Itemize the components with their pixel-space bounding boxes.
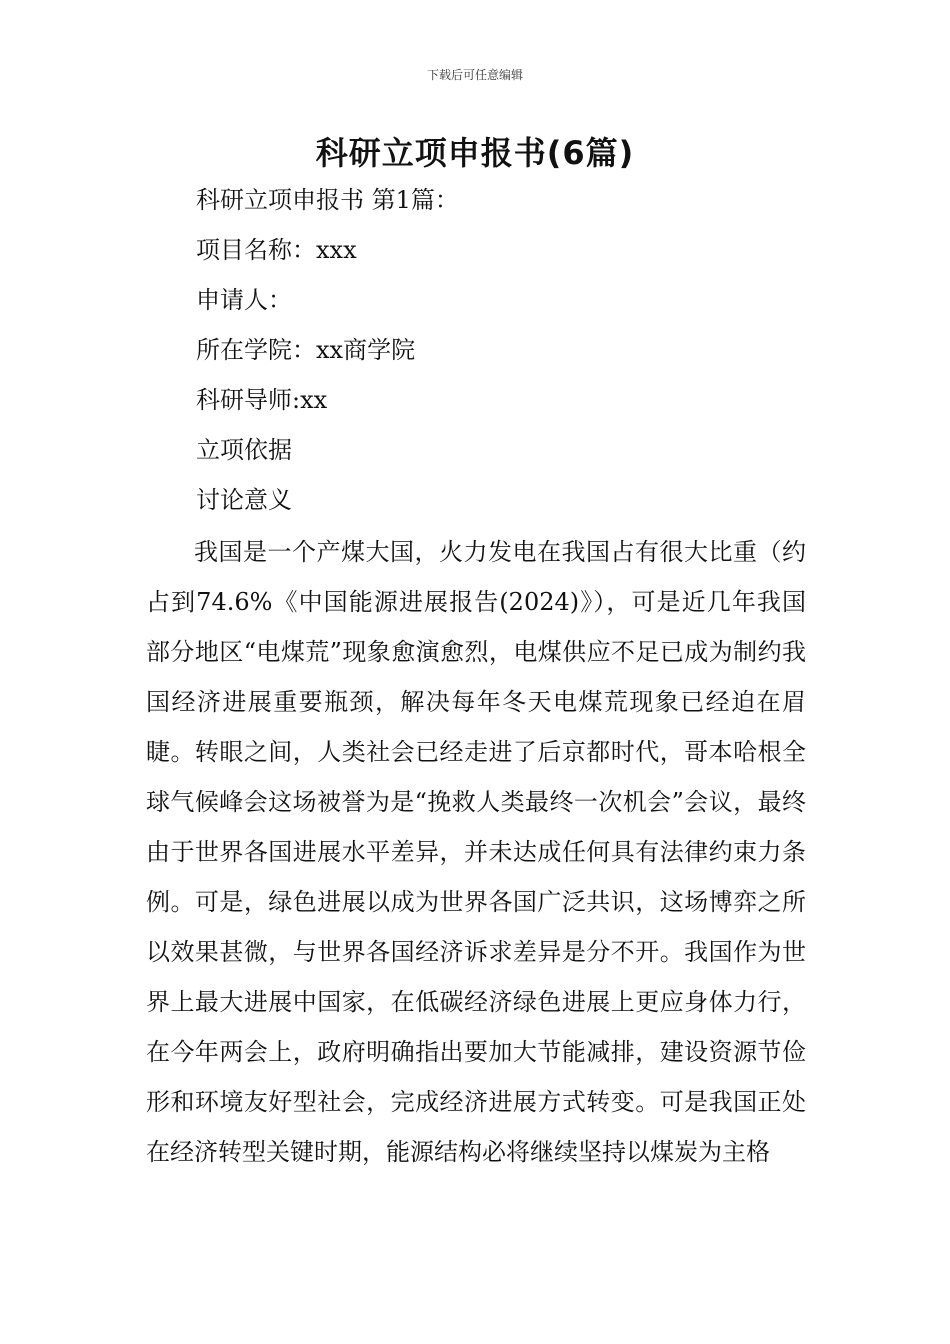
section-heading: 科研立项申报书 第1篇：	[196, 186, 459, 214]
significance-heading: 讨论意义	[196, 486, 292, 514]
advisor-field: 科研导师:xx	[196, 386, 328, 414]
field-list	[196, 178, 816, 528]
project-name-field: 项目名称：xxx	[196, 236, 357, 264]
header-note: 下载后可任意编辑	[426, 68, 523, 82]
applicant-field: 申请人：	[196, 286, 292, 314]
body-paragraph: 我国是一个产煤大国，火力发电在我国占有很大比重（约占到74.6%《中国能源进展报告(2024)》），可是近几年我国部分地区“电煤荒”现象愈演愈烈，电煤供应不足已成为制约我国经济进展重要瓶颈，解决每年冬天电煤荒现象已经迫在眉睫。转眼之间，人类社会已经走进了后京都时代，哥本哈根全球气候峰会这场被誉为是“挽救人类最终一次机会”会议，最终由于世界各国进展水平差异，并未达成任何具有法律约束力条例。可是，绿色进展以成为世界各国广泛共识，这场博弈之所以效果甚微，与世界各国经济诉求差异是分不开。我国作为世界上最大进展中国家，在低碳经济绿色进展上更应身体力行，在今年两会上，政府明确指出要加大节能减排，建设资源节俭形和环境友好型社会，完成经济进展方式转变。可是我国正处在经济转型关键时期，能源结构必将继续坚持以煤炭为主格	[146, 538, 806, 1166]
basis-heading: 立项依据	[196, 436, 292, 464]
college-field: 所在学院：xx商学院	[196, 336, 416, 364]
document-title: 科研立项申报书(6篇)	[315, 134, 635, 172]
